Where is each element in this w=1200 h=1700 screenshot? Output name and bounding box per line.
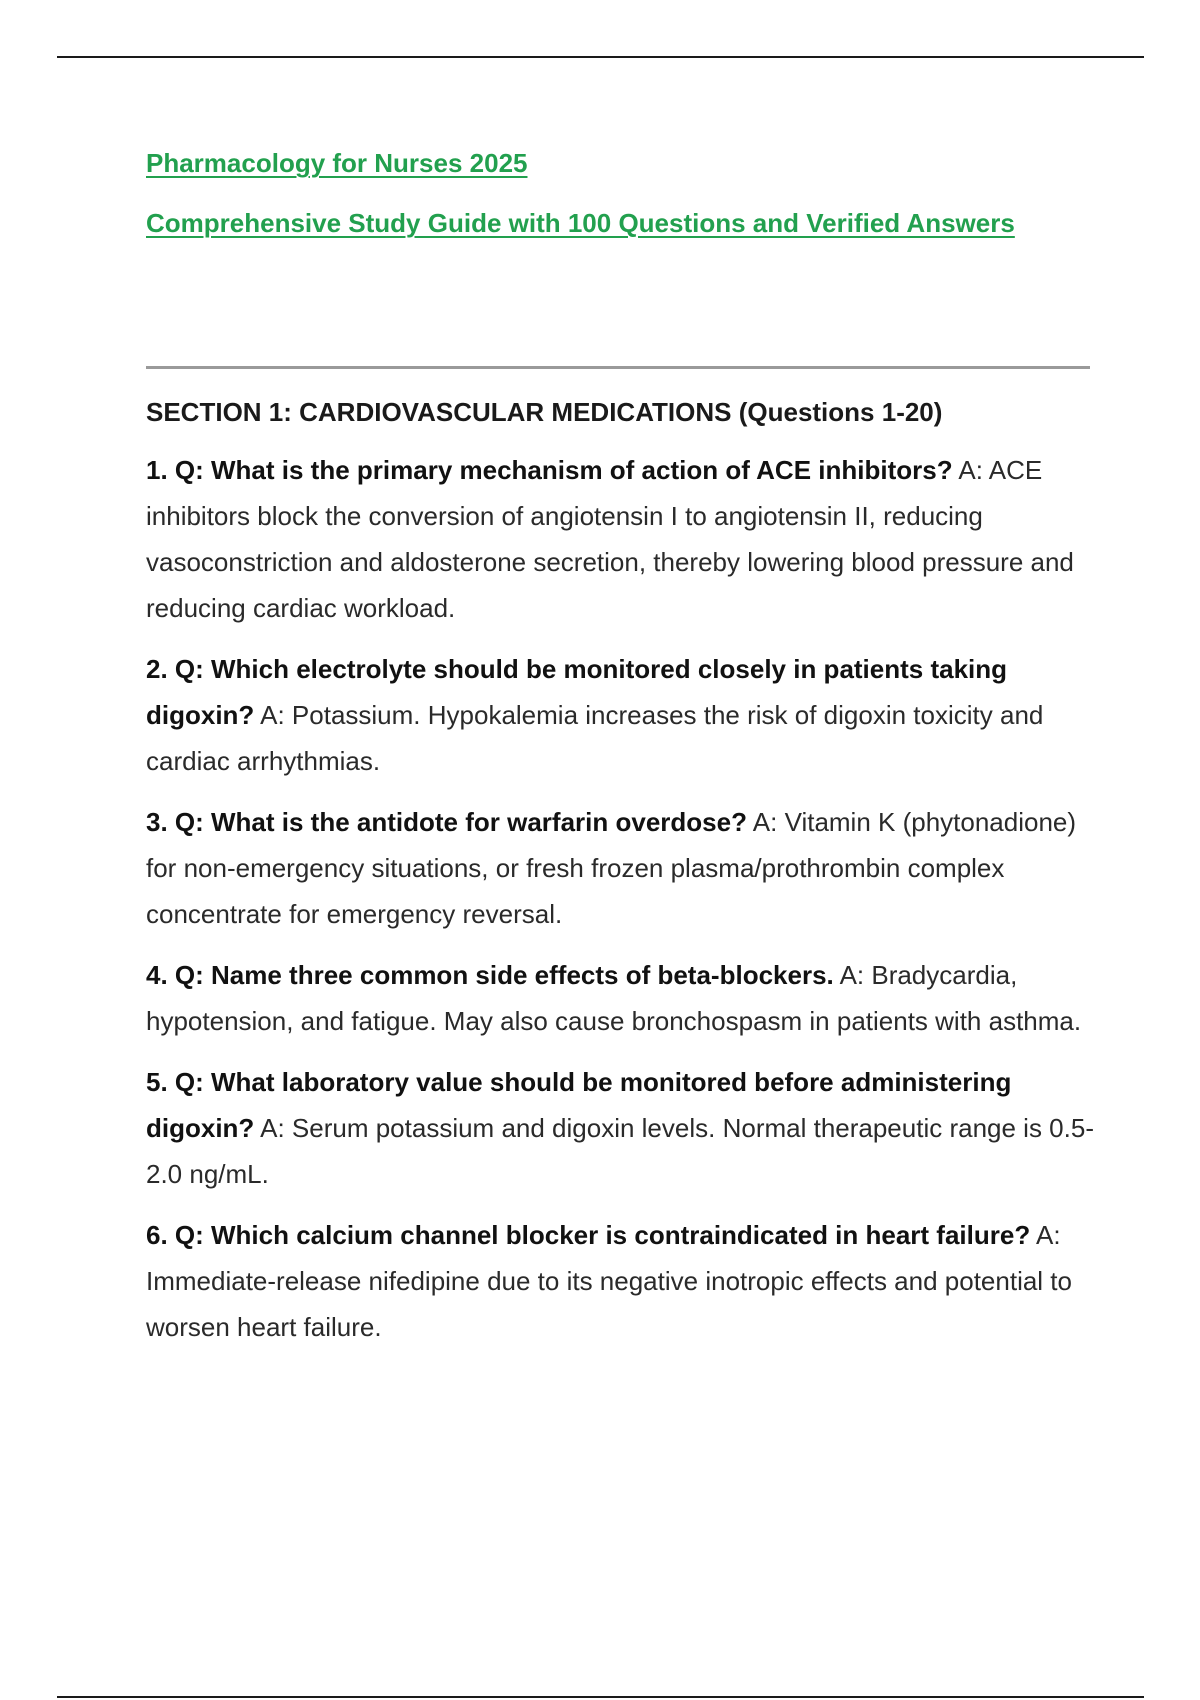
answer-6: A: Immediate-release nifedipine due to its negative inotropic effects and potential to worsen heart failure.	[146, 1220, 1072, 1342]
document-title[interactable]: Pharmacology for Nurses 2025	[146, 148, 528, 178]
qa-item-3	[146, 799, 1096, 937]
question-1: 1. Q: What is the primary mechanism of action of ACE inhibitors?	[146, 455, 953, 485]
answer-3: A: Vitamin K (phytonadione) for non-emergency situations, or fresh frozen plasma/prothrombin complex concentrate for emergency reversal.	[146, 807, 1077, 929]
document-subtitle[interactable]: Comprehensive Study Guide with 100 Questions and Verified Answers	[146, 208, 1015, 238]
page-content	[146, 146, 1096, 1365]
page-bottom-rule	[57, 1696, 1144, 1698]
question-6: 6. Q: Which calcium channel blocker is contraindicated in heart failure?	[146, 1220, 1031, 1250]
question-4: 4. Q: Name three common side effects of beta-blockers.	[146, 960, 834, 990]
title-block	[146, 146, 1096, 366]
question-3: 3. Q: What is the antidote for warfarin overdose?	[146, 807, 747, 837]
section-heading: SECTION 1: CARDIOVASCULAR MEDICATIONS (Questions 1-20)	[146, 397, 943, 427]
qa-item-5	[146, 1059, 1096, 1197]
section-divider	[146, 366, 1090, 369]
answer-1: A: ACE inhibitors block the conversion of angiotensin I to angiotensin II, reducing vasoconstriction and aldosterone secretion, thereby lowering blood pressure and reducing cardiac workload.	[146, 455, 1074, 623]
qa-item-1	[146, 447, 1096, 631]
page-top-rule	[57, 56, 1144, 58]
question-2: 2. Q: Which electrolyte should be monitored closely in patients taking digoxin?	[146, 654, 1008, 730]
qa-item-6	[146, 1212, 1096, 1350]
answer-5: A: Serum potassium and digoxin levels. Normal therapeutic range is 0.5-2.0 ng/mL.	[146, 1113, 1094, 1189]
qa-item-2	[146, 646, 1096, 784]
answer-2: A: Potassium. Hypokalemia increases the risk of digoxin toxicity and cardiac arrhythmias.	[146, 700, 1044, 776]
answer-4: A: Bradycardia, hypotension, and fatigue. May also cause bronchospasm in patients with asthma.	[146, 960, 1082, 1036]
question-5: 5. Q: What laboratory value should be monitored before administering digoxin?	[146, 1067, 1012, 1143]
qa-item-4	[146, 952, 1096, 1044]
